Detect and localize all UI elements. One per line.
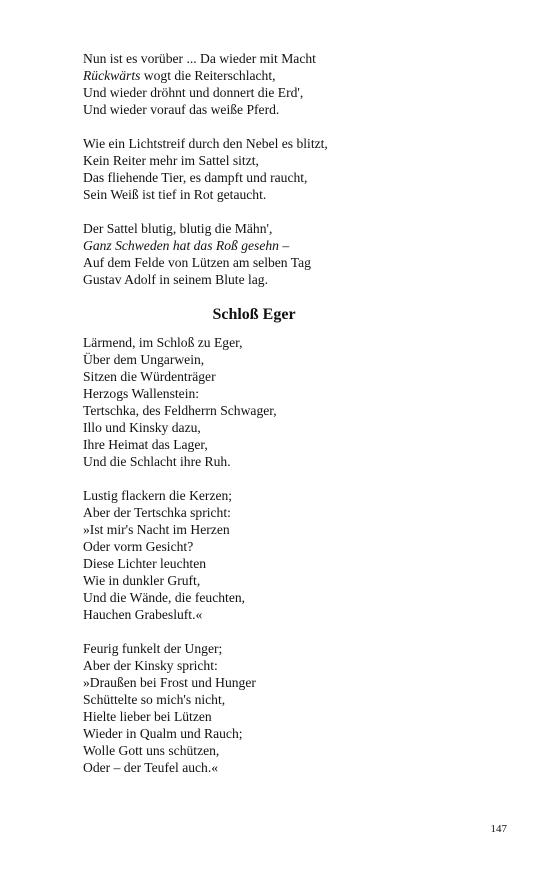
poem-line: Herzogs Wallenstein: — [83, 386, 200, 401]
stanza — [83, 220, 503, 288]
poem-line: Oder vorm Gesicht? — [83, 539, 194, 554]
poem-schloss-eger — [83, 334, 503, 776]
poem-line: Auf dem Felde von Lützen am selben Tag — [83, 255, 311, 270]
poem-line: Tertschka, des Feldherrn Schwager, — [83, 403, 277, 418]
poem-heading: Schloß Eger — [212, 306, 296, 323]
poem-line: Oder – der Teufel auch.« — [83, 760, 219, 775]
poem-line: Kein Reiter mehr im Sattel sitzt, — [83, 153, 259, 168]
poem-part-reiterschlacht — [83, 50, 503, 288]
stanza — [83, 334, 503, 470]
poem-line: »Ist mir's Nacht im Herzen — [83, 522, 230, 537]
poem-line: Wie in dunkler Gruft, — [83, 573, 201, 588]
poem-line: Illo und Kinsky dazu, — [83, 420, 201, 435]
poem-line: Nun ist es vorüber ... Da wieder mit Macht — [83, 51, 316, 66]
poem-line: Ihre Heimat das Lager, — [83, 437, 208, 452]
poem-line: Wie ein Lichtstreif durch den Nebel es blitzt, — [83, 136, 328, 151]
poem-line: Hauchen Grabesluft.« — [83, 607, 203, 622]
poem-line: Und die Wände, die feuchten, — [83, 590, 246, 605]
poem-line: Feurig funkelt der Unger; — [83, 641, 223, 656]
poem-line: Und die Schlacht ihre Ruh. — [83, 454, 231, 469]
poem-line: Aber der Kinsky spricht: — [83, 658, 218, 673]
poem-line: Sitzen die Würdenträger — [83, 369, 216, 384]
poem-line: Der Sattel blutig, blutig die Mähn', — [83, 221, 273, 236]
poem-line-emphasis: Rückwärts — [83, 68, 141, 83]
poem-line: Gustav Adolf in seinem Blute lag. — [83, 272, 269, 287]
poem-line: Und wieder vorauf das weiße Pferd. — [83, 102, 280, 117]
poem-line: »Draußen bei Frost und Hunger — [83, 675, 256, 690]
page-number: 147 — [490, 823, 507, 835]
poem-line: Das fliehende Tier, es dampft und raucht, — [83, 170, 308, 185]
poem-line — [83, 67, 503, 84]
poem-text-block — [83, 50, 503, 793]
poem-line: Schüttelte so mich's nicht, — [83, 692, 226, 707]
poem-line: Ganz Schweden hat das Roß gesehn – — [83, 238, 290, 253]
stanza — [83, 50, 503, 118]
stanza — [83, 640, 503, 776]
poem-line: Und wieder dröhnt und donnert die Erd', — [83, 85, 304, 100]
poem-line-rest: wogt die Reiterschlacht, — [140, 68, 276, 83]
stanza — [83, 135, 503, 203]
poem-line: Lärmend, im Schloß zu Eger, — [83, 335, 243, 350]
poem-line: Hielte lieber bei Lützen — [83, 709, 212, 724]
poem-line: Lustig flackern die Kerzen; — [83, 488, 233, 503]
stanza — [83, 487, 503, 623]
poem-line: Über dem Ungarwein, — [83, 352, 205, 367]
poem-line: Sein Weiß ist tief in Rot getaucht. — [83, 187, 267, 202]
poem-line: Diese Lichter leuchten — [83, 556, 207, 571]
poem-line: Wieder in Qualm und Rauch; — [83, 726, 243, 741]
poem-line: Aber der Tertschka spricht: — [83, 505, 231, 520]
poem-line: Wolle Gott uns schützen, — [83, 743, 220, 758]
